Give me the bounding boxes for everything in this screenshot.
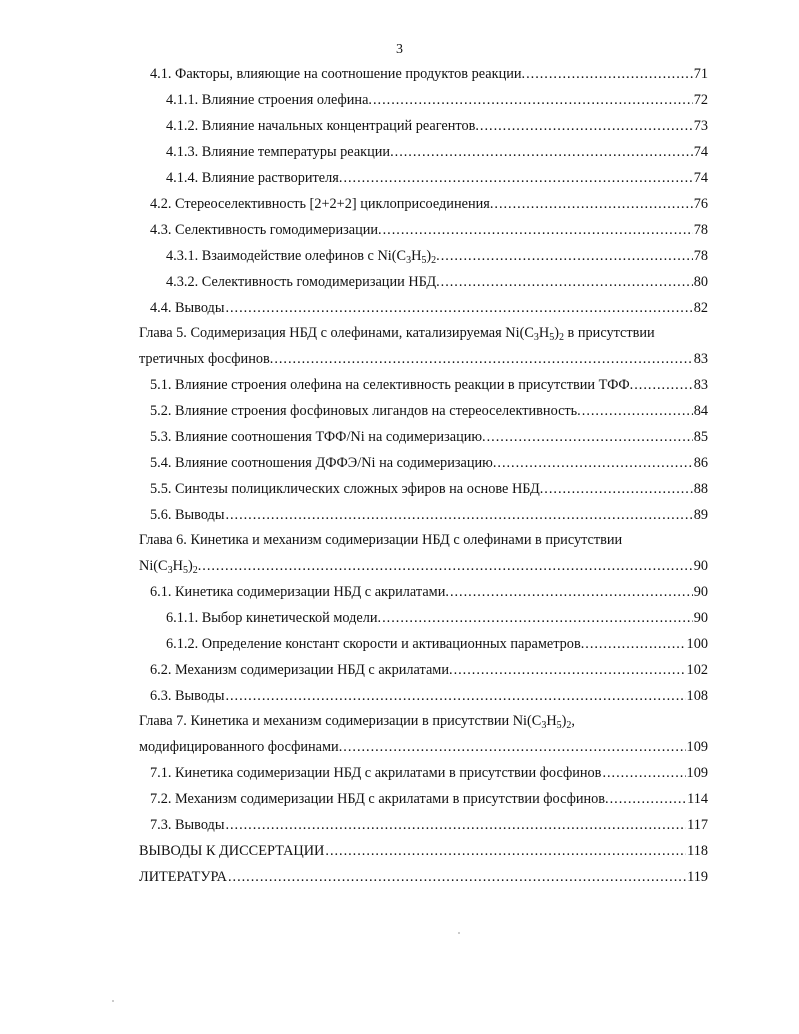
leader-dots bbox=[610, 789, 686, 809]
toc-entry-page: 85 bbox=[693, 429, 708, 445]
title-part: ) bbox=[187, 558, 193, 574]
toc-entry-page: 83 bbox=[693, 351, 708, 367]
toc-entry-page: 90 bbox=[693, 584, 708, 600]
toc-entry-title: 6.1. Кинетика содимеризации НБД с акрилатами. bbox=[150, 584, 449, 600]
toc-entry-title: 5.5. Синтезы полициклических сложных эфиров на основе НБД. bbox=[150, 481, 544, 497]
toc-entry-6-1-2[interactable] bbox=[166, 634, 708, 654]
toc-entry-5-5[interactable] bbox=[150, 479, 708, 499]
leader-dots bbox=[497, 453, 692, 473]
leader-dots bbox=[494, 194, 692, 214]
toc-entry-title: 5.2. Влияние строения фосфиновых лигандов на стереоселективность. bbox=[150, 403, 581, 419]
subscript: 3 bbox=[167, 565, 173, 576]
toc-entry-page: 109 bbox=[686, 739, 708, 755]
subscript: 3 bbox=[406, 255, 412, 266]
title-part: . bbox=[436, 248, 440, 264]
toc-entry-page: 78 bbox=[693, 248, 708, 264]
toc-entry-page: 78 bbox=[693, 222, 708, 238]
toc-entry-title: ВЫВОДЫ К ДИССЕРТАЦИИ bbox=[139, 843, 325, 859]
toc-entry-title: 5.4. Влияние соотношения ДФФЭ/Ni на содимеризацию. bbox=[150, 455, 497, 471]
toc-entry-page: 74 bbox=[693, 144, 708, 160]
toc-entry-title: 6.1.2. Определение констант скорости и активационных параметров. bbox=[166, 636, 585, 652]
toc-entry-6-3[interactable] bbox=[150, 686, 708, 706]
toc-entry-chapter-5[interactable] bbox=[139, 349, 708, 369]
toc-chapter-6-title-line1[interactable]: Глава 6. Кинетика и механизм содимеризации НБД с олефинами в присутствии bbox=[139, 532, 623, 548]
toc-entry-5-4[interactable] bbox=[150, 453, 708, 473]
toc-entry-7-1[interactable] bbox=[150, 763, 708, 783]
title-part: Ni(C bbox=[139, 558, 168, 574]
subscript: 5 bbox=[549, 332, 555, 343]
subscript: 3 bbox=[541, 720, 547, 731]
title-part: H bbox=[538, 325, 550, 341]
toc-entry-page: 109 bbox=[686, 765, 708, 781]
subscript: 5 bbox=[182, 565, 188, 576]
leader-dots bbox=[526, 64, 693, 84]
toc-entry-4-3[interactable] bbox=[150, 220, 708, 240]
toc-entry-7-3[interactable] bbox=[150, 815, 708, 835]
toc-entry-page: 88 bbox=[693, 481, 708, 497]
subscript: 5 bbox=[421, 255, 427, 266]
leader-dots bbox=[225, 686, 685, 706]
toc-entry-6-2[interactable] bbox=[150, 660, 708, 680]
toc-entry-title: 4.3. Селективность гомодимеризации. bbox=[150, 222, 382, 238]
toc-entry-page: 86 bbox=[693, 455, 708, 471]
toc-entry-7-2[interactable] bbox=[150, 789, 708, 809]
toc-entry-chapter-6[interactable] bbox=[139, 556, 708, 576]
leader-dots bbox=[450, 582, 693, 602]
scan-speck bbox=[112, 1000, 114, 1002]
leader-dots bbox=[480, 116, 693, 136]
leader-dots bbox=[585, 634, 685, 654]
leader-dots bbox=[582, 401, 693, 421]
leader-dots bbox=[225, 298, 692, 318]
toc-entry-title: 5.1. Влияние строения олефина на селективность реакции в присутствии ТФФ. bbox=[150, 377, 634, 393]
page-number: 3 bbox=[396, 42, 403, 57]
leader-dots bbox=[343, 737, 685, 757]
toc-entry-page: 89 bbox=[693, 507, 708, 523]
toc-entry-page: 84 bbox=[693, 403, 708, 419]
toc-entry-title: 5.6. Выводы bbox=[150, 507, 225, 523]
toc-entry-page: 73 bbox=[693, 118, 708, 134]
toc-entry-title: 4.1.4. Влияние растворителя. bbox=[166, 170, 343, 186]
leader-dots bbox=[228, 867, 686, 887]
toc-entry-chapter-7[interactable] bbox=[139, 737, 708, 757]
toc-entry-page: 119 bbox=[687, 869, 708, 885]
leader-dots bbox=[382, 608, 693, 628]
toc-entry-title bbox=[166, 246, 440, 266]
leader-dots bbox=[395, 142, 693, 162]
toc-entry-page: 117 bbox=[687, 817, 708, 833]
title-part: H bbox=[172, 558, 183, 574]
toc-entry-5-2[interactable] bbox=[150, 401, 708, 421]
subscript: 3 bbox=[533, 332, 539, 343]
title-part: . bbox=[197, 558, 202, 574]
toc-chapter-5-title-line1[interactable] bbox=[139, 323, 655, 343]
toc-entry-4-1-4[interactable] bbox=[166, 168, 708, 188]
title-part: Глава 7. Кинетика и механизм содимеризации в присутствии Ni(C bbox=[139, 713, 542, 729]
toc-entry-5-1[interactable] bbox=[150, 375, 708, 395]
leader-dots bbox=[225, 505, 692, 525]
toc-entry-title: 6.2. Механизм содимеризации НБД с акрилатами. bbox=[150, 662, 453, 678]
title-part: 4.3.1. Взаимодействие олефинов с Ni(C bbox=[166, 248, 407, 264]
title-part: в присутствии bbox=[563, 325, 655, 341]
toc-entry-title bbox=[139, 556, 201, 576]
leader-dots bbox=[373, 90, 693, 110]
toc-entry-page: 108 bbox=[686, 688, 708, 704]
subscript: 2 bbox=[566, 720, 572, 731]
toc-entry-page: 72 bbox=[693, 92, 708, 108]
toc-entry-conclusions[interactable] bbox=[139, 841, 708, 861]
toc-chapter-7-title-line1[interactable] bbox=[139, 711, 575, 731]
toc-entry-title: 7.1. Кинетика содимеризации НБД с акрилатами в присутствии фосфинов bbox=[150, 765, 602, 781]
toc-entry-title: 4.3.2. Селективность гомодимеризации НБД. bbox=[166, 274, 440, 290]
toc-entry-title: 4.1.1. Влияние строения олефина. bbox=[166, 92, 372, 108]
toc-entry-4-1-2[interactable] bbox=[166, 116, 708, 136]
toc-entry-page: 71 bbox=[693, 66, 708, 82]
toc-entry-title: 4.1. Факторы, влияющие на соотношение продуктов реакции. bbox=[150, 66, 526, 82]
toc-entry-title: 4.1.3. Влияние температуры реакции. bbox=[166, 144, 394, 160]
subscript: 2 bbox=[558, 332, 564, 343]
toc-entry-title: ЛИТЕРАТУРА bbox=[139, 869, 227, 885]
leader-dots bbox=[441, 272, 693, 292]
leader-dots bbox=[634, 375, 692, 395]
leader-dots bbox=[325, 841, 686, 861]
toc-entry-literature[interactable] bbox=[139, 867, 708, 887]
toc-entry-4-3-2[interactable] bbox=[166, 272, 708, 292]
leader-dots bbox=[383, 220, 693, 240]
toc-entry-page: 74 bbox=[693, 170, 708, 186]
scan-speck bbox=[458, 932, 460, 934]
leader-dots bbox=[454, 660, 686, 680]
toc-entry-title: третичных фосфинов. bbox=[139, 351, 274, 367]
subscript: 5 bbox=[556, 720, 562, 731]
toc-entry-title: 4.4. Выводы bbox=[150, 300, 225, 316]
toc-entry-4-4[interactable] bbox=[150, 298, 708, 318]
title-part: Глава 5. Содимеризация НБД с олефинами, катализируемая Ni(C bbox=[139, 325, 534, 341]
toc-entry-page: 76 bbox=[693, 196, 708, 212]
toc-entry-title: 6.3. Выводы bbox=[150, 688, 225, 704]
toc-entry-page: 82 bbox=[693, 300, 708, 316]
leader-dots bbox=[544, 479, 692, 499]
toc-entry-6-1-1[interactable] bbox=[166, 608, 708, 628]
toc-entry-title: 7.2. Механизм содимеризации НБД с акрилатами в присутствии фосфинов. bbox=[150, 791, 609, 807]
toc-entry-6-1[interactable] bbox=[150, 582, 708, 602]
title-part: ) bbox=[426, 248, 432, 264]
toc-entry-page: 90 bbox=[693, 610, 708, 626]
leader-dots bbox=[225, 815, 686, 835]
toc-entry-5-6[interactable] bbox=[150, 505, 708, 525]
toc-entry-page: 100 bbox=[686, 636, 708, 652]
toc-entry-title: 6.1.1. Выбор кинетической модели. bbox=[166, 610, 382, 626]
title-part: ) bbox=[561, 713, 567, 729]
toc-entry-5-3[interactable] bbox=[150, 427, 708, 447]
leader-dots bbox=[602, 763, 685, 783]
title-part: ) bbox=[554, 325, 559, 341]
toc-entry-page: 114 bbox=[687, 791, 708, 807]
toc-entry-title: 5.3. Влияние соотношения ТФФ/Ni на содимеризацию. bbox=[150, 429, 486, 445]
toc-entry-4-3-1[interactable] bbox=[166, 246, 708, 266]
toc-entry-4-2[interactable] bbox=[150, 194, 708, 214]
toc-entry-4-1-3[interactable] bbox=[166, 142, 708, 162]
subscript: 2 bbox=[192, 565, 198, 576]
title-part: H bbox=[546, 713, 557, 729]
toc-entry-title: 4.2. Стереоселективность [2+2+2] циклоприсоединения. bbox=[150, 196, 494, 212]
toc-entry-page: 80 bbox=[693, 274, 708, 290]
leader-dots bbox=[274, 349, 692, 369]
leader-dots bbox=[343, 168, 692, 188]
toc-entry-4-1[interactable] bbox=[150, 64, 708, 84]
toc-entry-title: модифицированного фосфинами. bbox=[139, 739, 343, 755]
title-part: , bbox=[571, 713, 575, 729]
toc-entry-page: 83 bbox=[693, 377, 708, 393]
leader-dots bbox=[487, 427, 693, 447]
leader-dots bbox=[202, 556, 692, 576]
toc-entry-title: 7.3. Выводы bbox=[150, 817, 225, 833]
toc-entry-page: 90 bbox=[693, 558, 708, 574]
toc-entry-4-1-1[interactable] bbox=[166, 90, 708, 110]
toc-entry-page: 118 bbox=[687, 843, 708, 859]
toc-entry-page: 102 bbox=[686, 662, 708, 678]
toc-entry-title: 4.1.2. Влияние начальных концентраций реагентов. bbox=[166, 118, 479, 134]
title-part: H bbox=[411, 248, 422, 264]
leader-dots bbox=[441, 246, 693, 266]
subscript: 2 bbox=[431, 255, 437, 266]
